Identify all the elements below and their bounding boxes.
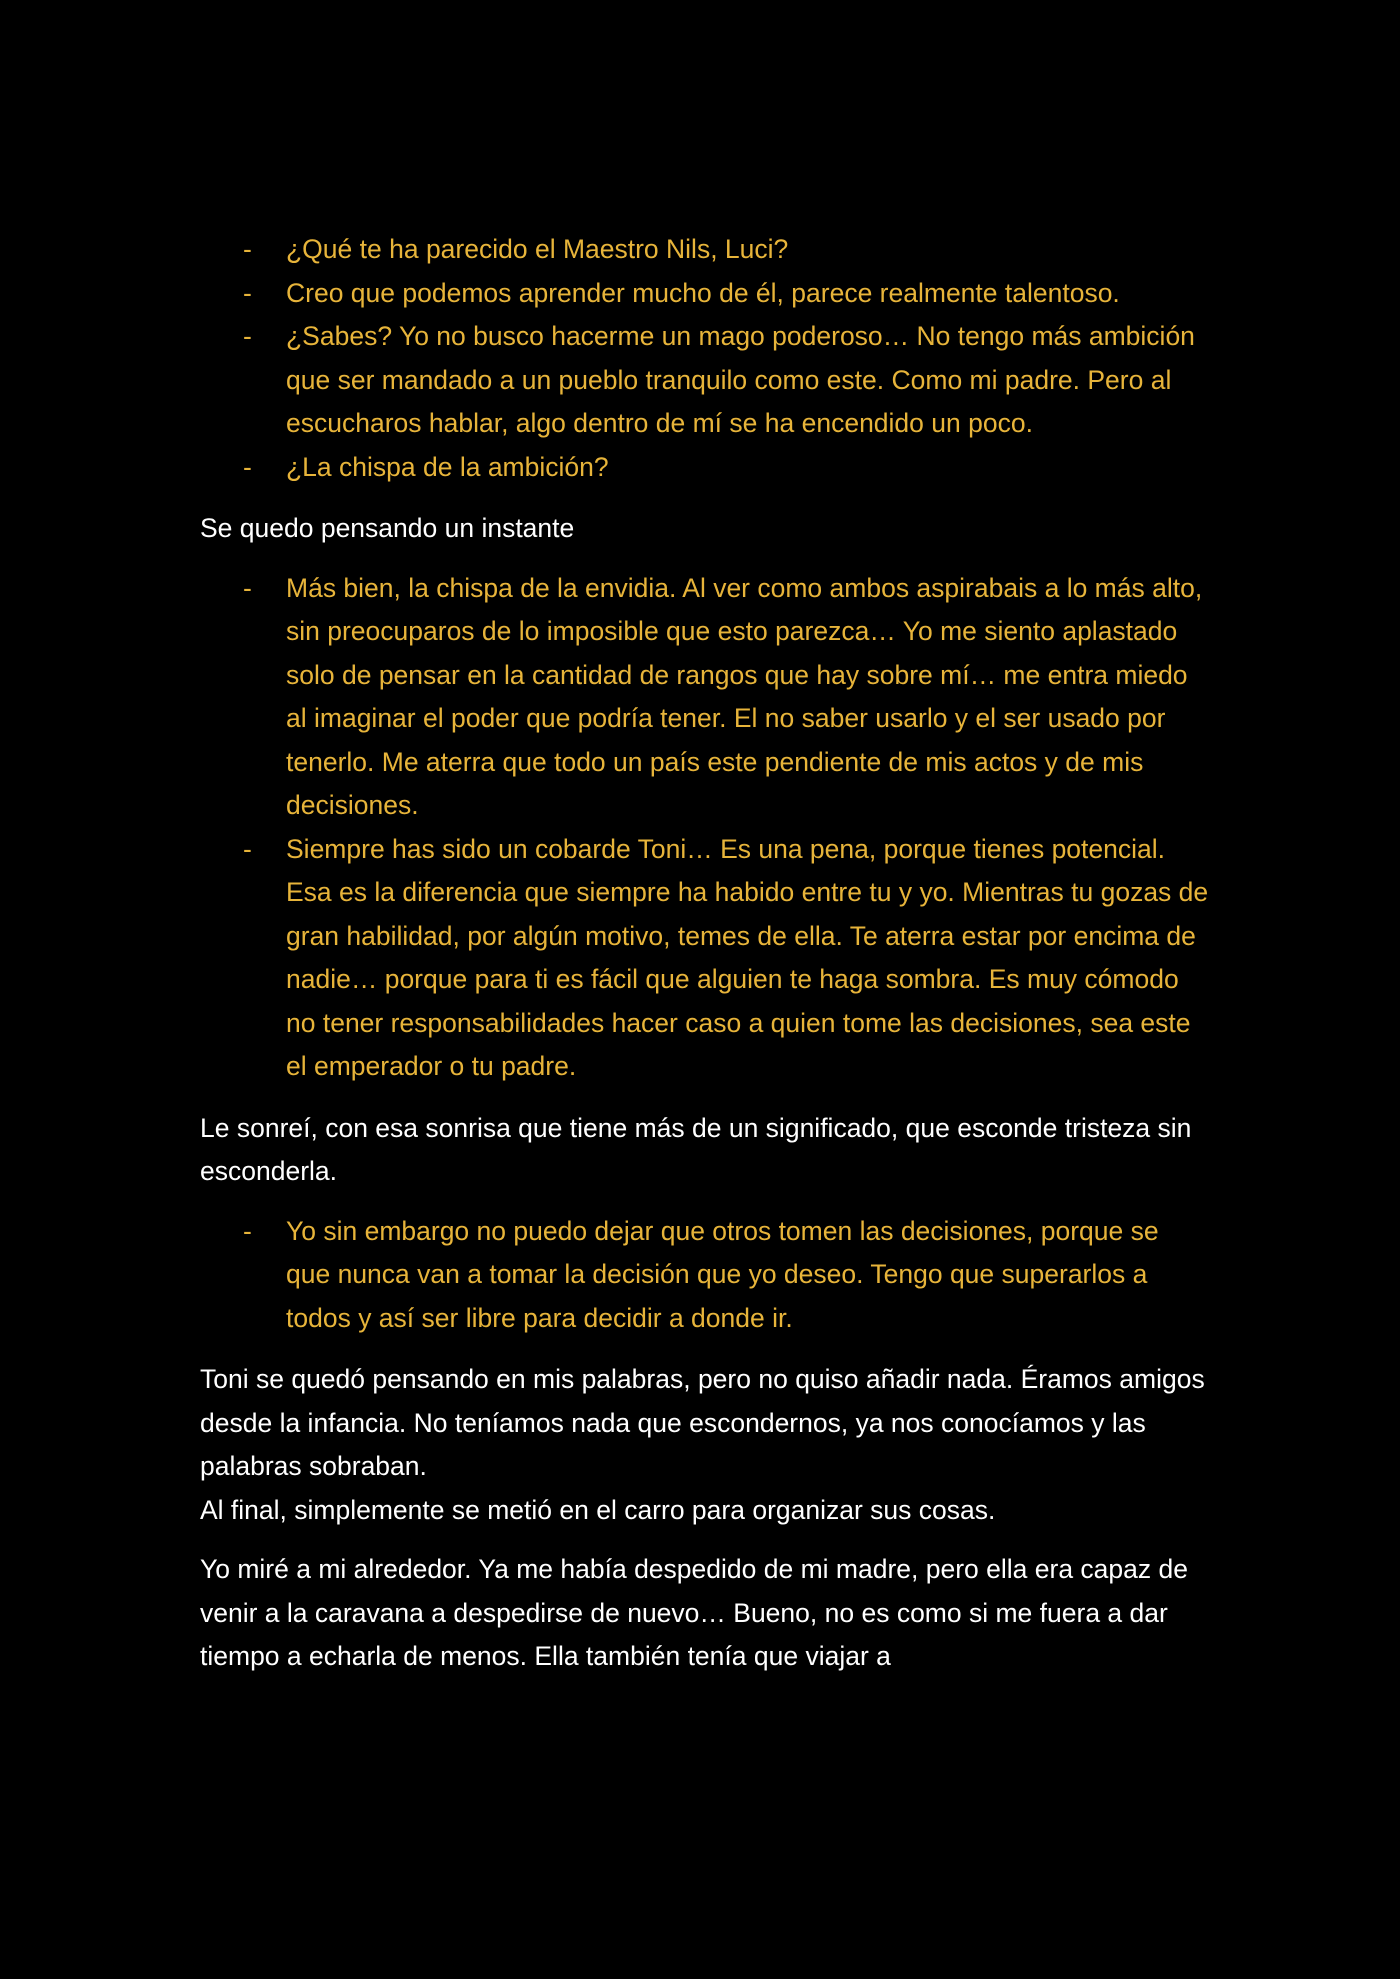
- dialogue-line: [200, 828, 1210, 1089]
- dialogue-line: [200, 1210, 1210, 1341]
- document-page: [200, 228, 1210, 1679]
- dialogue-text: Yo sin embargo no puedo dejar que otros tomen las decisiones, porque se que nunca van a tomar la decisión que yo deseo. Tengo que superarlos a todos y así ser libre para decidir a donde ir.: [286, 1215, 1159, 1333]
- narration-paragraph: Yo miré a mi alrededor. Ya me había despedido de mi madre, pero ella era capaz de venir a la caravana a despedirse de nuevo… Bueno, no es como si me fuera a dar tiempo a echarla de menos. Ella también tenía que viajar a: [200, 1554, 1188, 1671]
- dialogue-block-3: [200, 1210, 1210, 1341]
- dialogue-text: Más bien, la chispa de la envidia. Al ver como ambos aspirabais a lo más alto, sin preocuparos de lo imposible que esto parezca… Yo me siento aplastado solo de pensar en la cantidad de rangos que hay sobre mí… me entra miedo al imaginar el poder que podría tener. El no saber usarlo y el ser usado por tenerlo. Me aterra que todo un país este pendiente de mis actos y de mis decisiones.: [286, 572, 1203, 820]
- dialogue-text: ¿Qué te ha parecido el Maestro Nils, Luci?: [286, 234, 789, 264]
- narration-paragraph: Al final, simplemente se metió en el carro para organizar sus cosas.: [200, 1494, 996, 1525]
- dialogue-text: ¿La chispa de la ambición?: [286, 451, 609, 482]
- dialogue-line: [200, 446, 1210, 490]
- dialogue-line: [200, 315, 1210, 446]
- dialogue-line: [200, 567, 1210, 828]
- dialogue-line: [200, 272, 1210, 316]
- dialogue-dash: -: [243, 234, 252, 264]
- narration-paragraph: Le sonreí, con esa sonrisa que tiene más de un significado, que esconde tristeza sin esconderla.: [200, 1112, 1192, 1186]
- narration-paragraph: Se quedo pensando un instante: [200, 513, 575, 543]
- dialogue-text: Creo que podemos aprender mucho de él, parece realmente talentoso.: [286, 277, 1120, 308]
- dialogue-dash: -: [243, 321, 252, 351]
- dialogue-dash: -: [243, 833, 252, 864]
- dialogue-dash: -: [243, 572, 252, 603]
- dialogue-text: ¿Sabes? Yo no busco hacerme un mago poderoso… No tengo más ambición que ser mandado a un pueblo tranquilo como este. Como mi padre. Pero al escucharos hablar, algo dentro de mí se ha encendido un poco.: [286, 321, 1195, 438]
- dialogue-dash: -: [243, 277, 252, 308]
- dialogue-dash: -: [243, 1215, 252, 1246]
- dialogue-block-2: [200, 567, 1210, 1089]
- dialogue-block-1: [200, 228, 1210, 489]
- dialogue-line: [200, 228, 1210, 272]
- dialogue-dash: -: [243, 451, 252, 482]
- dialogue-text: Siempre has sido un cobarde Toni… Es una pena, porque tienes potencial. Esa es la diferencia que siempre ha habido entre tu y yo. Mientras tu gozas de gran habilidad, por algún motivo, temes de ella. Te aterra estar por encima de nadie… porque para ti es fácil que alguien te haga sombra. Es muy cómodo no tener responsabilidades hacer caso a quien tome las decisiones, sea este el emperador o tu padre.: [286, 833, 1209, 1081]
- narration-paragraph: Toni se quedó pensando en mis palabras, pero no quiso añadir nada. Éramos amigos desde la infancia. No teníamos nada que escondernos, ya nos conocíamos y las palabras sobraban.: [200, 1364, 1205, 1481]
